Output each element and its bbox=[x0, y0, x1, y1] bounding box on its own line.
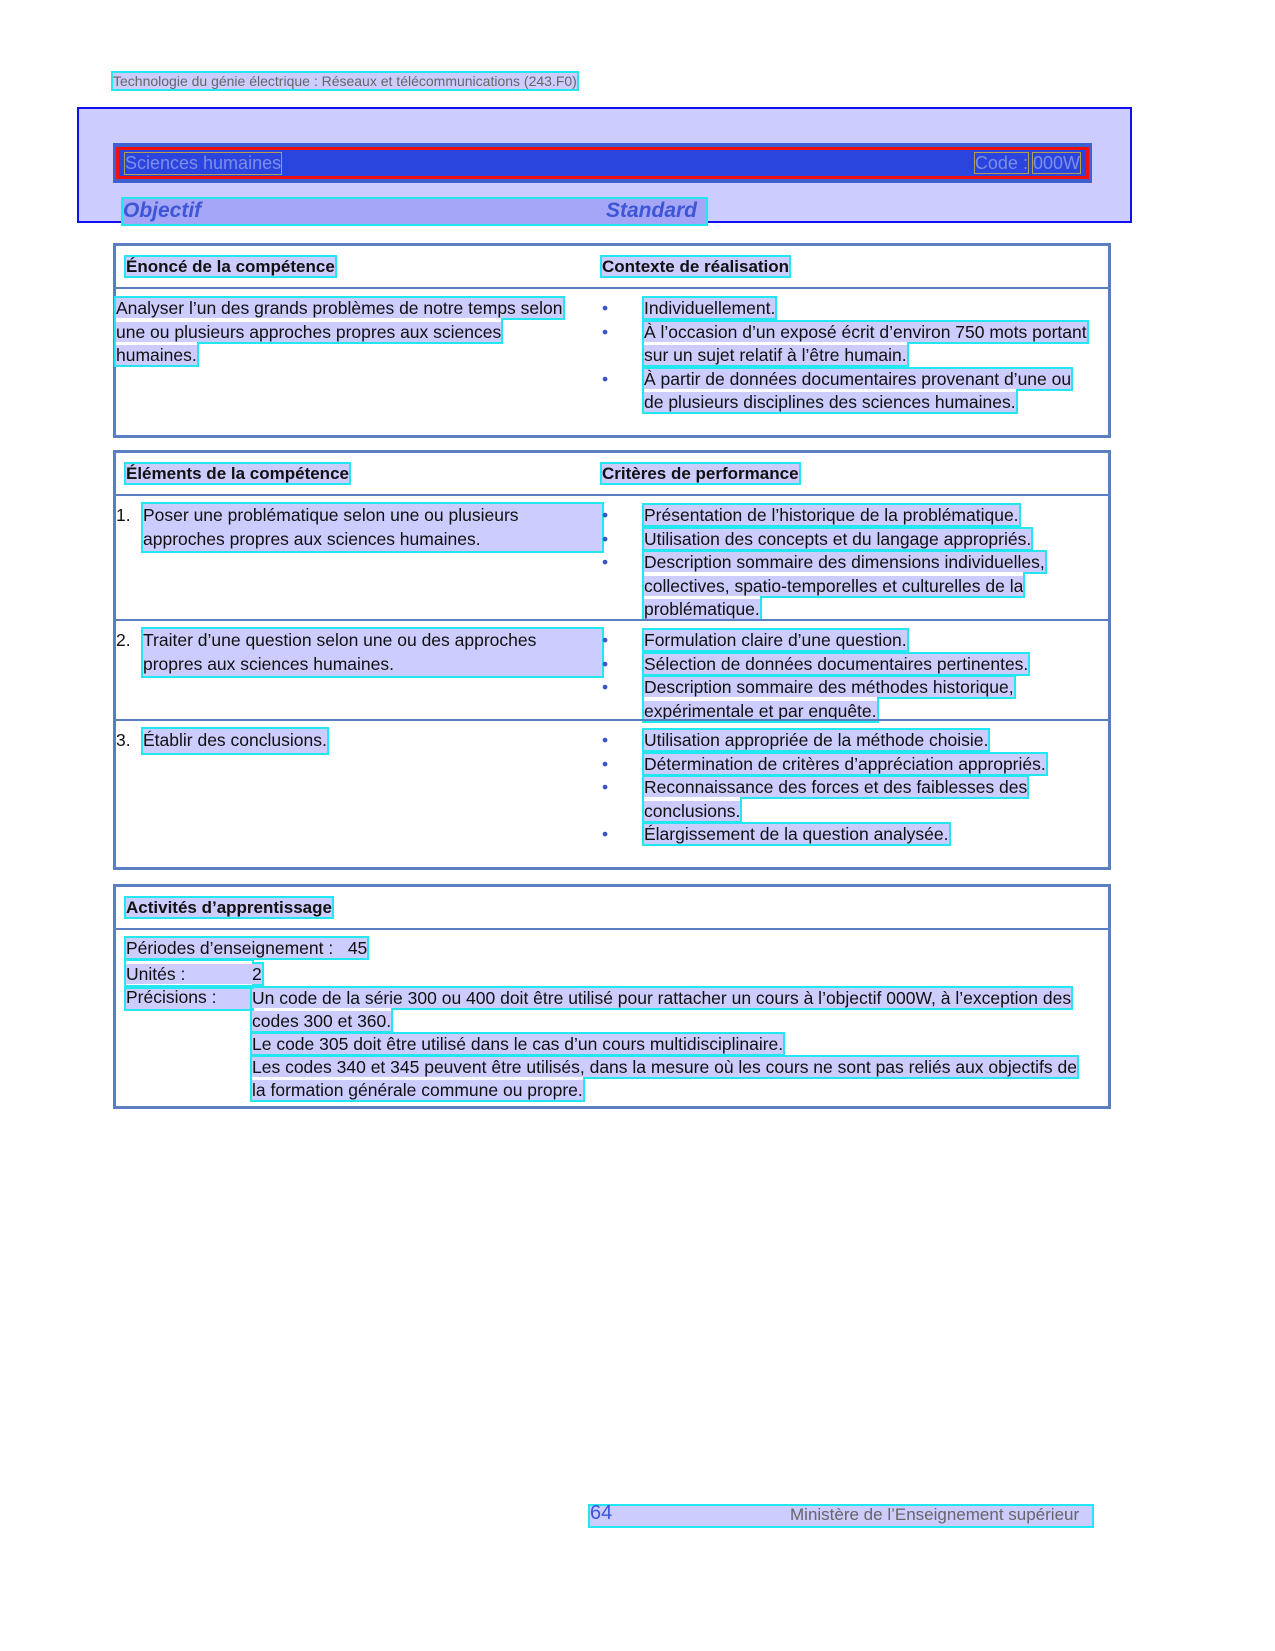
criterion-item: • Détermination de critères d’appréciation appropriés. bbox=[602, 753, 1108, 777]
context-header: Contexte de réalisation bbox=[602, 256, 790, 276]
element-row: 2. Traiter d’une question selon une ou des approches propres aux sciences humaines. • Formulation claire d’une question. • Sélection de données documentaires pertinentes. • Description sommaire des méthodes historique, expérimentale et par enquête. bbox=[116, 619, 1108, 719]
element-row: 3. Établir des conclusions. • Utilisation appropriée de la méthode choisie. • Détermination de critères d’appréciation appropriés. • Reconnaissance des forces et des faiblesses des conclusions. • Élargissement de la question analysée. bbox=[116, 719, 1108, 867]
criterion-item: • Élargissement de la question analysée. bbox=[602, 823, 1108, 847]
precision-text: Le code 305 doit être utilisé dans le cas d’un cours multidisciplinaire. bbox=[252, 1034, 784, 1054]
title-bar bbox=[113, 143, 1092, 183]
context-item: • À l’occasion d’un exposé écrit d’environ 750 mots portant sur un sujet relatif à l’être humain. bbox=[602, 321, 1108, 368]
code-label: Code : bbox=[974, 152, 1028, 173]
criterion-item: • Utilisation des concepts et du langage appropriés. bbox=[602, 528, 1108, 552]
competence-statement: Analyser l’un des grands problèmes de notre temps selon une ou plusieurs approches propres aux sciences humaines. bbox=[116, 298, 563, 365]
units: Unités : 2 bbox=[126, 964, 262, 984]
element-text: Établir des conclusions. bbox=[143, 729, 327, 753]
code-value: 000W bbox=[1032, 152, 1080, 173]
periods: Périodes d’enseignement : 45 bbox=[126, 938, 368, 958]
discipline-title: Sciences humaines bbox=[125, 152, 282, 173]
activities-header: Activités d’apprentissage bbox=[126, 897, 332, 917]
standard-title: Standard bbox=[606, 199, 698, 222]
criterion-item: • Description sommaire des dimensions individuelles, collectives, spatio-temporelles et culturelles de la problématique. bbox=[602, 551, 1108, 622]
element-text: Poser une problématique selon une ou plusieurs approches propres aux sciences humaines. bbox=[143, 504, 602, 551]
element-text: Traiter d’une question selon une ou des approches propres aux sciences humaines. bbox=[143, 629, 602, 676]
precisions: Précisions : Un code de la série 300 ou 400 doit être utilisé pour rattacher un cours à l’objectif 000W, à l’exception des codes 300 et 360. Le code 305 doit être utilisé dans le cas d’un cours multidisciplinaire. Les codes 340 et 345 peuvent être utilisés, dans la mesure où les cours ne sont pas reliés aux objectifs de la formation générale commune ou propre. bbox=[126, 987, 1077, 1100]
running-header: Technologie du génie électrique : Réseaux et télécommunications (243.F0) bbox=[113, 73, 577, 89]
criterion-item: • Présentation de l’historique de la problématique. bbox=[602, 504, 1108, 528]
elements-table bbox=[113, 450, 1111, 870]
criterion-item: • Sélection de données documentaires pertinentes. bbox=[602, 653, 1108, 677]
criterion-item: • Description sommaire des méthodes historique, expérimentale et par enquête. bbox=[602, 676, 1108, 723]
precision-text: Les codes 340 et 345 peuvent être utilisés, dans la mesure où les cours ne sont pas reliés aux objectifs de la formation générale commune ou propre. bbox=[252, 1057, 1077, 1100]
context-item: • Individuellement. bbox=[602, 297, 1108, 321]
criterion-item: • Utilisation appropriée de la méthode choisie. bbox=[602, 729, 1108, 753]
precision-text: Un code de la série 300 ou 400 doit être utilisé pour rattacher un cours à l’objectif 000W, à l’exception des codes 300 et 360. bbox=[252, 988, 1072, 1031]
criterion-item: • Formulation claire d’une question. bbox=[602, 629, 1108, 653]
elements-header: Éléments de la compétence bbox=[126, 463, 349, 483]
ministry-footer: Ministère de l’Enseignement supérieur bbox=[790, 1505, 1080, 1524]
column-titles bbox=[123, 199, 706, 224]
criteria-header: Critères de performance bbox=[602, 463, 799, 483]
criterion-item: • Reconnaissance des forces et des faiblesses des conclusions. bbox=[602, 776, 1108, 823]
context-item: • À partir de données documentaires provenant d’une ou de plusieurs disciplines des sciences humaines. bbox=[602, 368, 1108, 415]
element-row: 1. Poser une problématique selon une ou plusieurs approches propres aux sciences humaines. • Présentation de l’historique de la problématique. • Utilisation des concepts et du langage appropriés. • Description sommaire des dimensions individuelles, collectives, spatio-temporelles et culturelles de la problématique. bbox=[116, 494, 1108, 619]
statement-header: Énoncé de la compétence bbox=[126, 256, 335, 276]
activities-table bbox=[113, 884, 1111, 1109]
objectif-title: Objectif bbox=[123, 199, 202, 222]
page-number: 64 bbox=[590, 1502, 613, 1524]
competence-table bbox=[113, 243, 1111, 438]
